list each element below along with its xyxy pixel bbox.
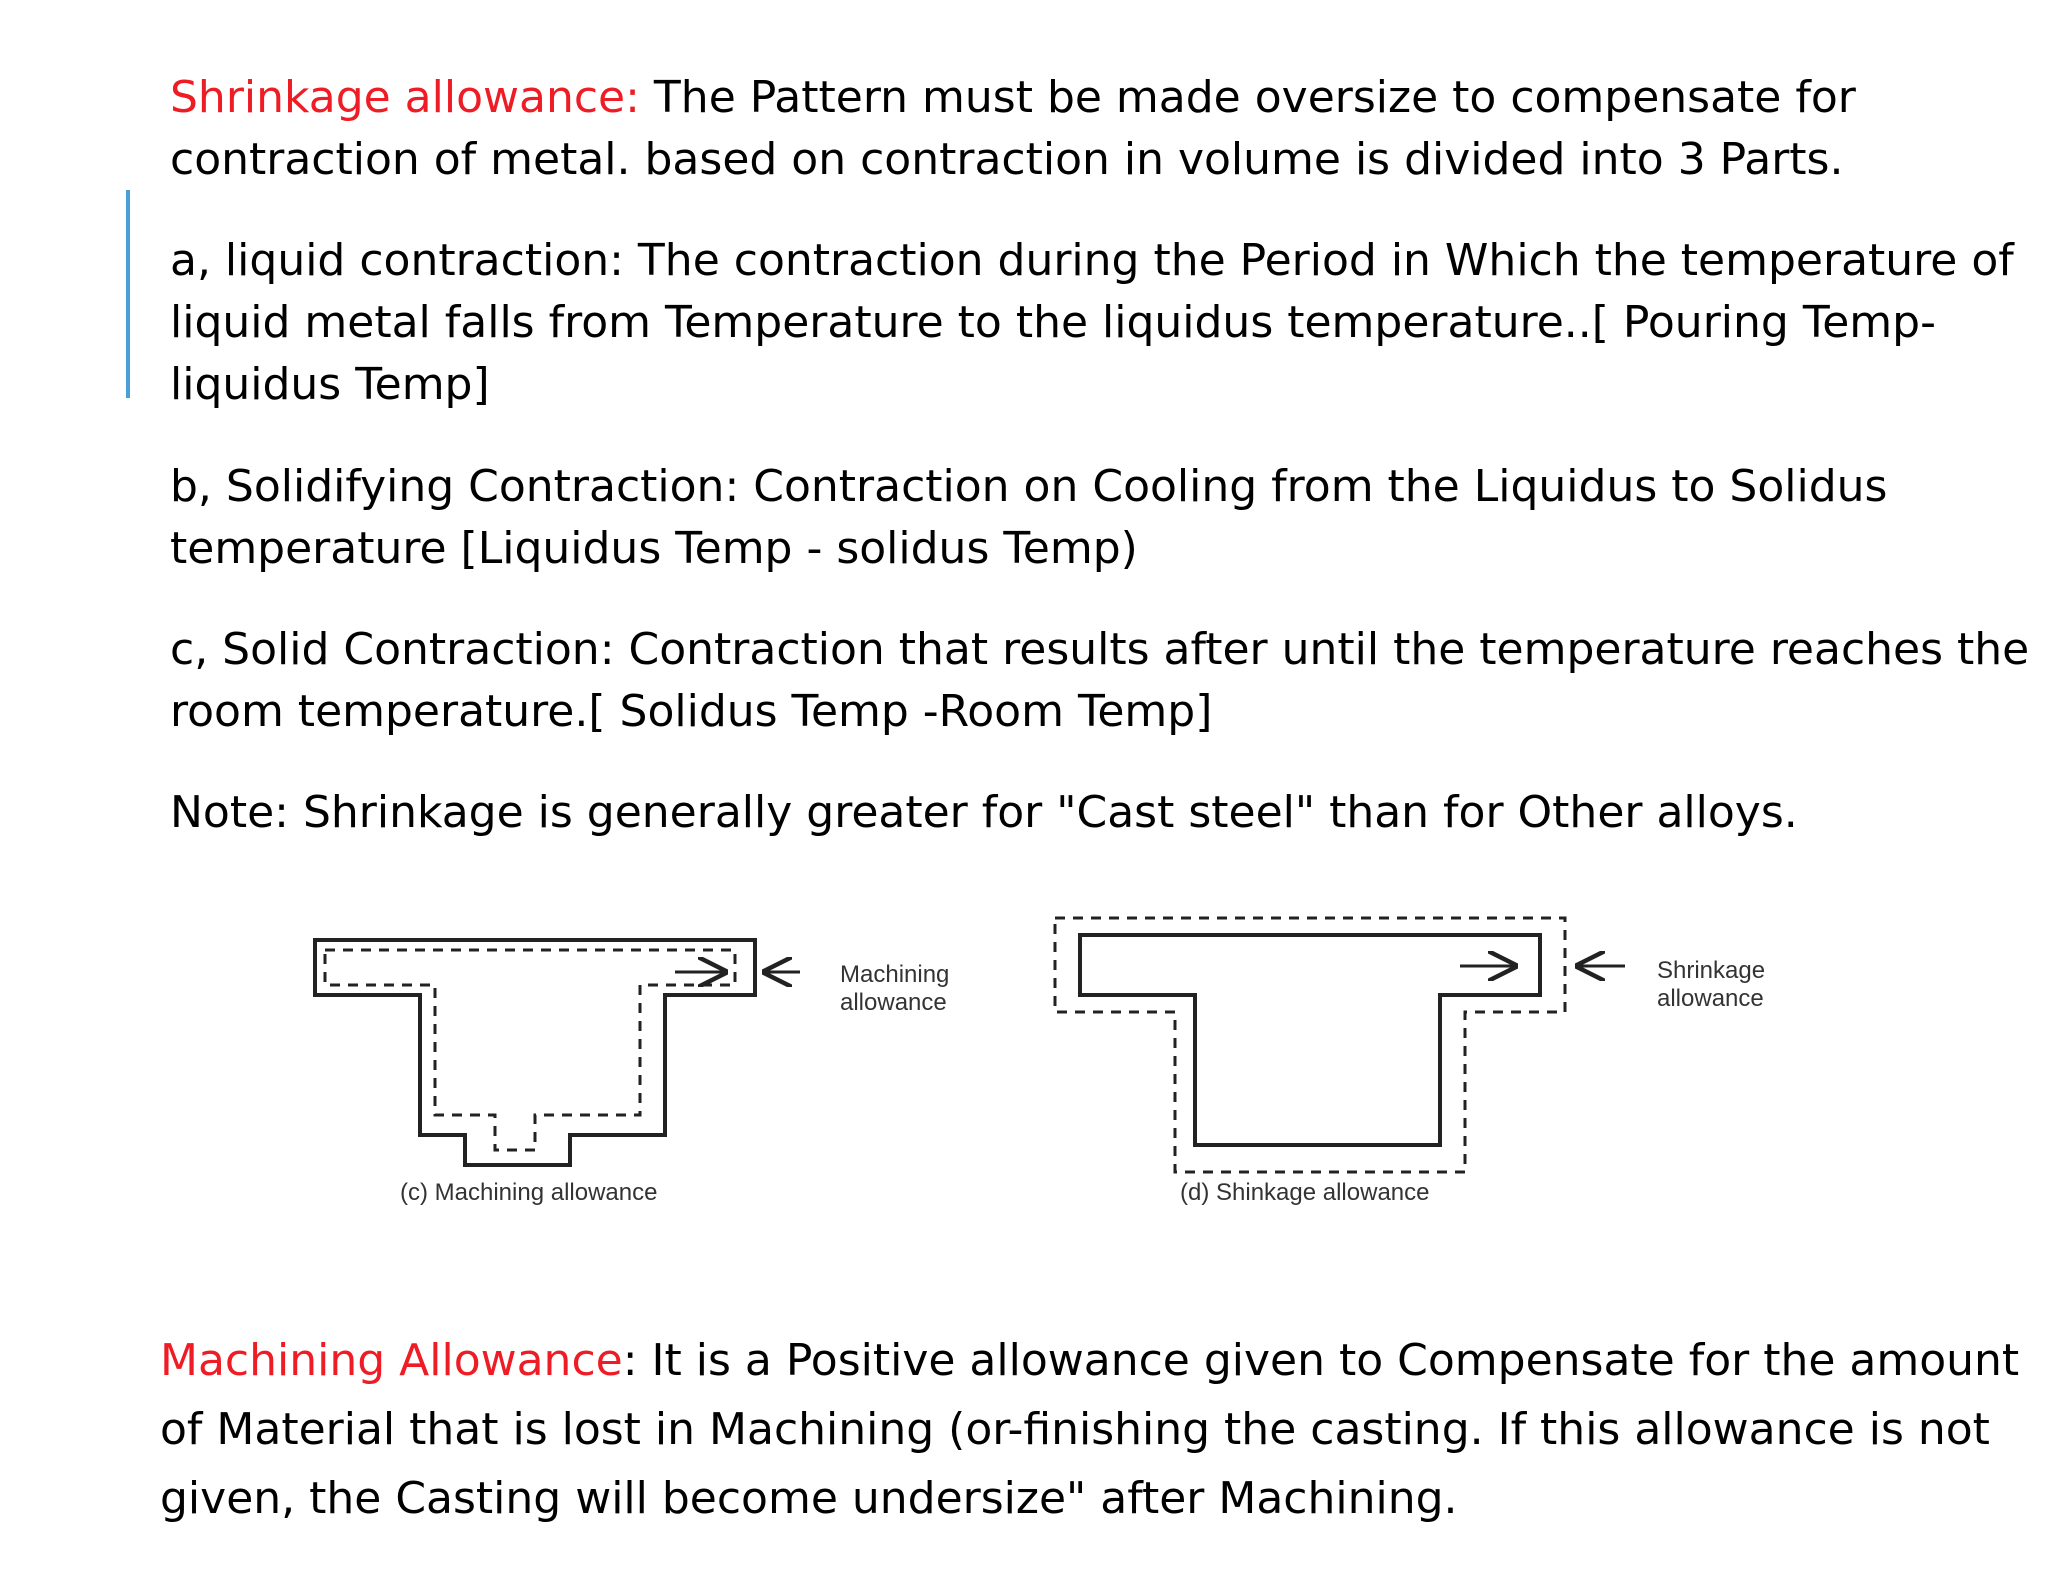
allowance-diagram: [300, 900, 1840, 1230]
machining-diagram: [315, 940, 949, 1206]
machining-pattern-outline: [315, 940, 755, 1165]
solid-contraction-paragraph: c, Solid Contraction: Contraction that results after until the temperature reaches the room temperature.[ Solidus Temp -Room Temp]: [170, 624, 2030, 737]
note-paragraph: Note: Shrinkage is generally greater for "Cast steel" than for Other alloys.: [170, 787, 1798, 838]
shrinkage-allowance-paragraph: [170, 67, 2030, 191]
machining-allowance-term: Machining Allowance: [160, 1335, 623, 1386]
machining-finished-outline: [325, 950, 735, 1150]
shrinkage-label-line1: Shrinkage: [1657, 957, 1766, 984]
solidifying-contraction-paragraph: b, Solidifying Contraction: Contraction on Cooling from the Liquidus to Solidus temperature [Liquidus Temp - solidus Temp): [170, 461, 1888, 574]
shrinkage-label-line2: allowance: [1657, 985, 1764, 1012]
slide-accent-bar: [126, 190, 130, 398]
liquid-contraction-paragraph: a, liquid contraction: The contraction during the Period in Which the temperature of liquid metal falls from Temperature to the liquidus temperature..[ Pouring Temp- liquidus Temp]: [170, 235, 2014, 410]
machining-label-line1: Machining: [840, 961, 950, 988]
shrinkage-allowance-text: The Pattern must be made oversize to compensate for contraction of metal. based on contraction in volume is divided into 3 Parts.: [170, 72, 1856, 185]
machining-allowance-text: : It is a Positive allowance given to Compensate for the amount of Material that is lost in Machining (or-finishing the casting. If this allowance is not given, the Casting will become undersize" after Machining.: [160, 1335, 2020, 1524]
shrinkage-caption: (d) Shinkage allowance: [1180, 1179, 1430, 1206]
machining-allowance-paragraph: [160, 1326, 2020, 1533]
machining-caption: (c) Machining allowance: [400, 1179, 658, 1206]
shrinkage-pattern-outline: [1055, 918, 1565, 1172]
shrinkage-allowance-term: Shrinkage allowance:: [170, 72, 640, 123]
machining-label-line2: allowance: [840, 989, 947, 1016]
shrinkage-diagram: [1055, 918, 1765, 1206]
